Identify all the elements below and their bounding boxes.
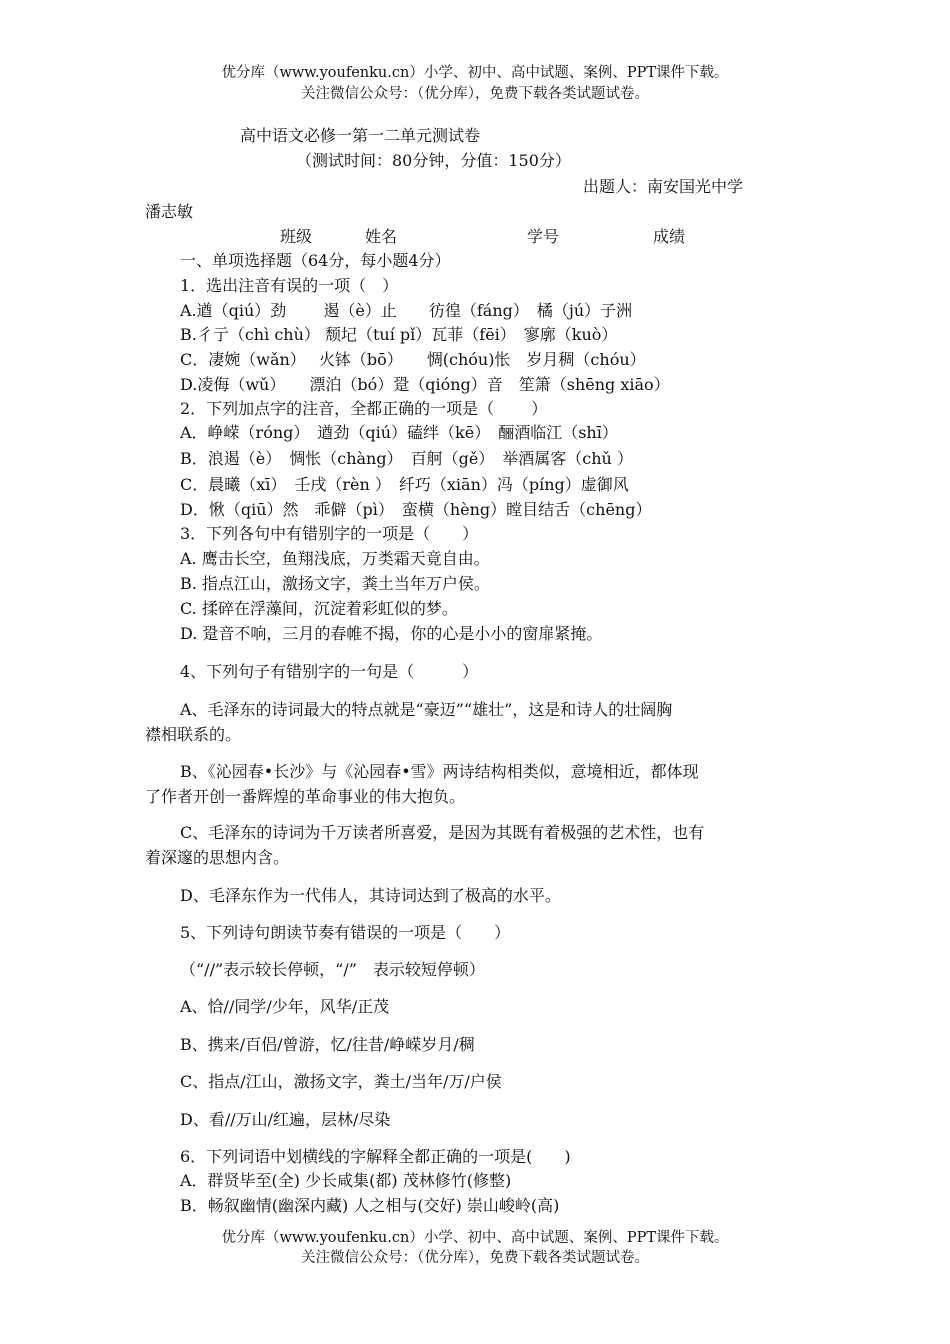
footer-line-2: 关注微信公众号：（优分库），免费下载各类试题试卷。 [301, 1250, 649, 1266]
question-6-option-a: A．群贤毕至(全) 少长咸集(都) 茂林修竹(修整) [180, 1171, 512, 1190]
name-label: 姓名 [365, 227, 398, 246]
question-5-stem: 5、下列诗句朗读节奏有错误的一项是（ ） [180, 923, 511, 942]
question-2-option-a: A．峥嵘（róng） 遒劲（qiú）磕绊（kē） 酾酒临江（shī） [180, 423, 618, 442]
question-2-stem: 2．下列加点字的注音，全都正确的一项是（ ） [180, 399, 548, 418]
question-4-option-c-cont: 着深邃的思想内含。 [145, 848, 290, 867]
question-4-stem: 4、下列句子有错别字的一句是（ ） [180, 662, 479, 681]
question-1-option-a: A.遒（qiú）劲 遏（è）止 彷徨（fáng） 橘（jú）子洲 [180, 301, 633, 320]
question-3-stem: 3．下列各句中有错别字的一项是（ ） [180, 524, 479, 543]
student-id-label: 学号 [527, 227, 560, 246]
question-1-option-c: C．凄婉（wǎn） 火钵（bō） 惆(chóu)怅 岁月稠（chóu） [180, 350, 646, 369]
question-4-option-a-cont: 襟相联系的。 [145, 725, 242, 744]
class-label: 班级 [280, 227, 313, 246]
question-5-option-b: B、携来/百侣/曾游，忆/往昔/峥嵘岁月/稠 [180, 1035, 475, 1054]
question-5-option-c: C、指点/江山，激扬文字，粪土/当年/万/户侯 [180, 1072, 502, 1091]
page-subtitle: （测试时间：80分钟，分值：150分） [296, 151, 571, 170]
question-4-option-b-cont: 了作者开创一番辉煌的革命事业的伟大抱负。 [145, 787, 466, 806]
question-6-stem: 6．下列词语中划横线的字解释全都正确的一项是( ) [180, 1147, 571, 1166]
question-5-option-d: D、看//万山/红遍，层林/尽染 [180, 1110, 391, 1129]
question-4-option-c: C、毛泽东的诗词为千万读者所喜爱，是因为其既有着极强的艺术性，也有 [180, 823, 705, 842]
question-2-option-d: D．愀（qiū）然 乖僻（pì） 蛮横（hèng）瞠目结舌（chēng） [180, 500, 652, 519]
question-4-option-d: D、毛泽东作为一代伟人，其诗词达到了极高的水平。 [180, 886, 561, 905]
question-1-stem: 1．选出注音有误的一项（ ） [180, 276, 399, 295]
question-1-option-d: D.凌侮（wǔ） 漂泊（bó）跫（qióng）音 笙箫（shēng xiāo） [180, 375, 670, 394]
question-3-option-b: B. 指点江山，激扬文字，粪土当年万户侯。 [180, 574, 490, 593]
question-4-option-b: B、《沁园春•长沙》与《沁园春•雪》两诗结构相类似，意境相近，都体现 [180, 762, 699, 781]
author-name: 潘志敏 [145, 202, 194, 221]
author-line: 出题人：南安国光中学 [583, 177, 744, 196]
header-line-2: 关注微信公众号：（优分库），免费下载各类试题试卷。 [301, 86, 649, 102]
header-line-1: 优分库（www.youfenku.cn）小学、初中、高中试题、案例、PPT课件下载。 [221, 65, 729, 81]
question-3-option-a: A. 鹰击长空，鱼翔浅底，万类霜天竟自由。 [180, 549, 490, 568]
section-heading: 一、单项选择题（64分，每小题4分） [180, 251, 451, 270]
question-5-option-a: A、恰//同学/少年，风华/正茂 [180, 997, 390, 1016]
question-1-option-b: B.彳亍（chì chù） 颓圮（tuí pǐ）瓦菲（fēi） 寥廓（kuò） [180, 325, 618, 344]
footer-line-1: 优分库（www.youfenku.cn）小学、初中、高中试题、案例、PPT课件下载。 [221, 1230, 729, 1246]
question-6-option-b: B．畅叙幽情(幽深内藏) 人之相与(交好) 崇山峻岭(高) [180, 1196, 560, 1215]
question-3-option-c: C. 揉碎在浮藻间，沉淀着彩虹似的梦。 [180, 599, 458, 618]
score-label: 成绩 [653, 227, 686, 246]
question-2-option-c: C．晨曦（xī） 壬戌（rèn ） 纤巧（xiān）冯（píng）虚御风 [180, 475, 629, 494]
question-5-note: （“//”表示较长停顿，“/” 表示较短停顿） [180, 960, 485, 979]
question-2-option-b: B．浪遏（è） 惆怅（chàng） 百舸（gě） 举酒属客（chǔ ） [180, 449, 633, 468]
page-title: 高中语文必修一第一二单元测试卷 [240, 126, 481, 145]
question-4-option-a: A、毛泽东的诗词最大的特点就是“豪迈”“雄壮”，这是和诗人的壮阔胸 [180, 700, 673, 719]
question-3-option-d: D. 跫音不响，三月的春帷不揭，你的心是小小的窗扉紧掩。 [180, 624, 603, 643]
